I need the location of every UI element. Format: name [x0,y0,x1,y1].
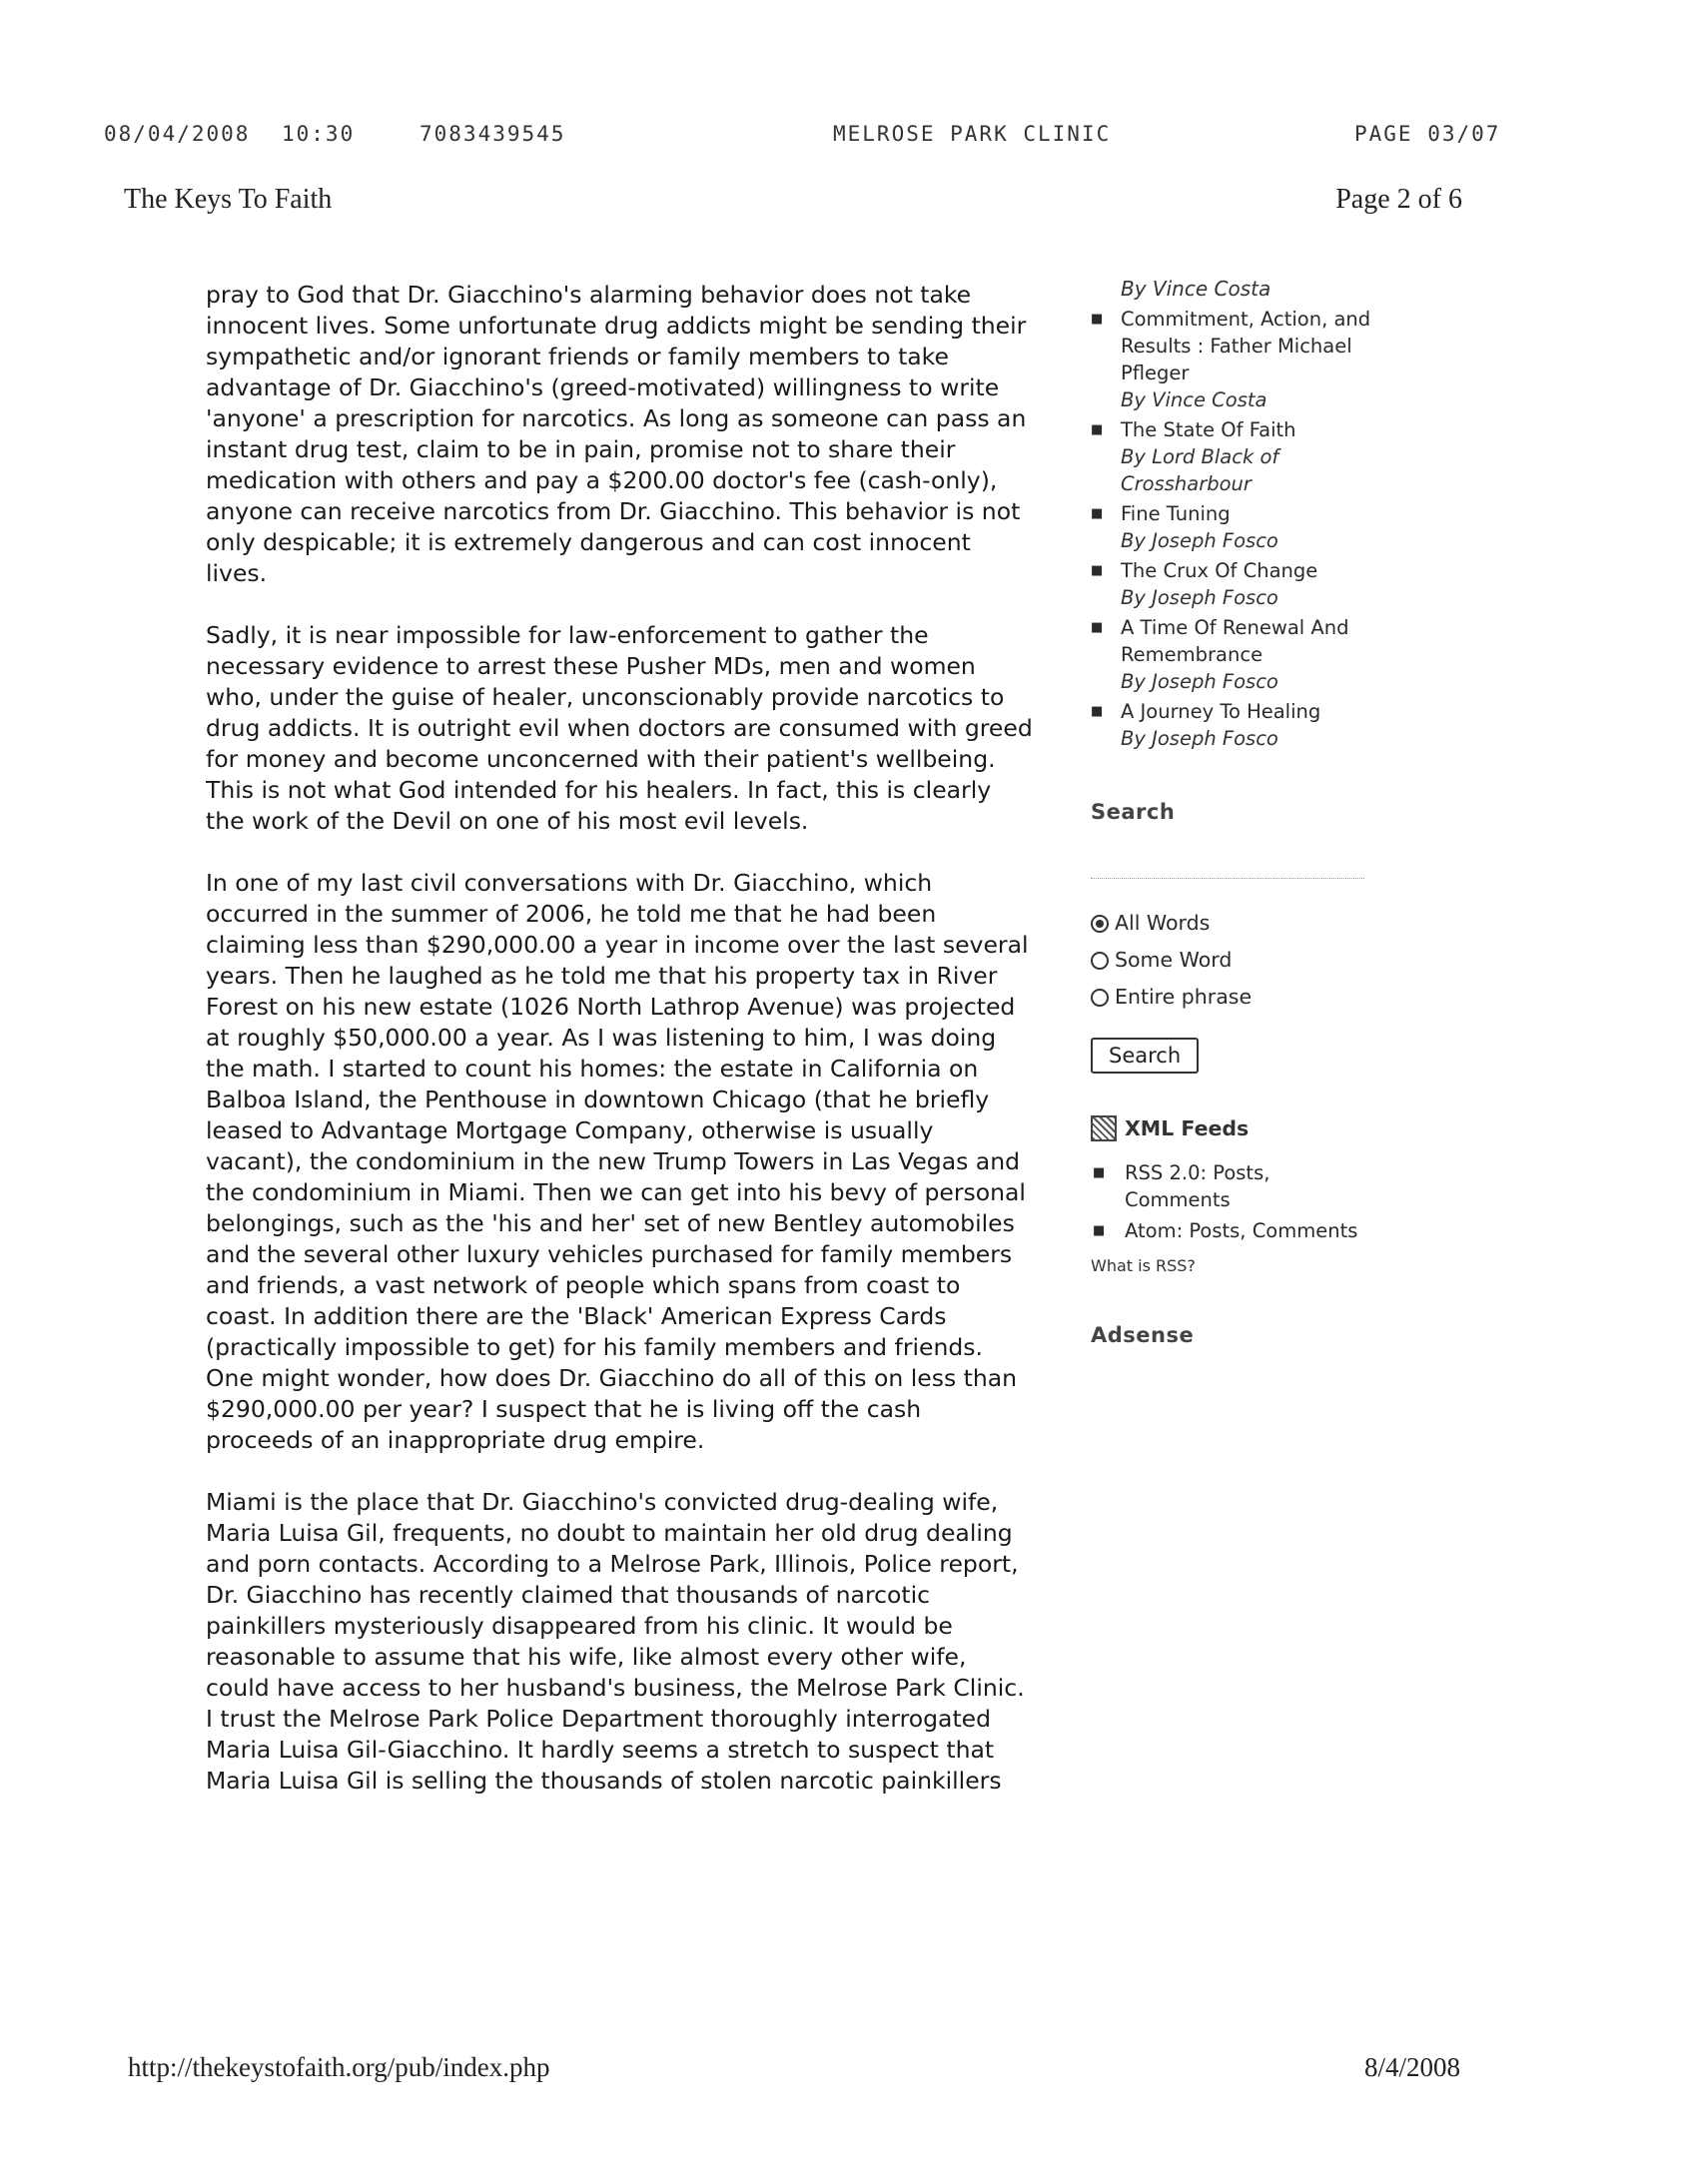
what-is-rss-link[interactable]: What is RSS? [1091,1256,1196,1275]
site-title: The Keys To Faith [124,184,333,215]
post-title-link[interactable]: A Time Of Renewal And Remembrance [1121,616,1349,666]
post-title-link[interactable]: A Journey To Healing [1121,700,1321,723]
search-button[interactable]: Search [1091,1038,1199,1074]
square-bullet-icon: ■ [1093,1223,1106,1238]
feed-item [1091,1159,1380,1213]
square-bullet-icon: ■ [1091,312,1104,327]
post-item [1091,614,1380,695]
radio-all-words[interactable] [1091,905,1380,942]
square-bullet-icon: ■ [1091,506,1104,521]
search-input[interactable] [1091,846,1364,879]
footer-url: http://thekeystofaith.org/pub/index.php [128,2052,550,2082]
post-author: By Joseph Fosco [1121,529,1278,552]
footer-date: 8/4/2008 [1363,2052,1460,2082]
recent-posts-list [1091,306,1380,752]
post-item [1091,500,1380,554]
post-title-link[interactable]: Fine Tuning [1121,502,1231,525]
square-bullet-icon: ■ [1091,620,1104,635]
post-author: By Vince Costa [1121,277,1271,301]
post-item [1091,698,1380,752]
radio-entire-phrase[interactable] [1091,979,1380,1016]
post-author: By Vince Costa [1121,388,1267,411]
radio-some-word[interactable] [1091,942,1380,979]
article-paragraph: In one of my last civil conversations with Dr. Giacchino, which occurred in the summer of 2006, he told me that he had been claiming less than $290,000.00 a year in income over the last several years. Then he laughed as he told me that his property tax in River Forest on his new estate (1026 North Lathrop Avenue) was projected at roughly $50,000.00 a year. As I was listening to him, I was doing the math. I started to count his homes: the estate in California on Balboa Island, the Penthouse in downtown Chicago (that he briefly leased to Advantage Mortgage Company, otherwise is usually vacant), the condominium in the new Trump Towers in Las Vegas and the condominium in Miami. Then we can get into his bevy of personal belongings, such as the 'his and her' set of new Bentley automobiles and the several other luxury vehicles purchased for family members and friends, a vast network of people which spans from coast to coast. In addition there are the 'Black' American Express Cards (practically impossible to get) for his family members and friends. One might wonder, how does Dr. Giacchino do all of this on less than $290,000.00 per year? I suspect that he is living off the cash proceeds of an inappropriate drug empire. [206,869,1029,1454]
post-title-link[interactable]: The State Of Faith [1121,418,1296,441]
sidebar [1091,276,1380,1347]
square-bullet-icon: ■ [1093,1165,1106,1180]
search-mode-options [1091,905,1380,1016]
feed-link[interactable]: RSS 2.0: Posts, Comments [1125,1161,1270,1211]
xml-feed-icon [1091,1115,1117,1141]
fax-page-count: PAGE 03/07 [1354,122,1501,146]
page-footer [128,2052,1460,2088]
article-paragraph: pray to God that Dr. Giacchino's alarming behavior does not take innocent lives. Some unfortunate drug addicts might be sending their sympathetic and/or ignorant friends or family members to take advantage of Dr. Giacchino's (greed-motivated) willingness to write 'anyone' a prescription for narcotics. As long as someone can pass an instant drug test, claim to be in pain, promise not to share their medication with others and pay a $200.00 doctor's fee (cash-only), anyone can receive narcotics from Dr. Giacchino. This behavior is not only despicable; it is extremely dangerous and can cost innocent lives. [206,281,1027,587]
post-item [1091,416,1380,497]
radio-unchecked-icon[interactable] [1091,989,1109,1007]
post-item [1091,306,1380,413]
post-title-link[interactable]: The Crux Of Change [1121,559,1318,582]
post-author: By Joseph Fosco [1121,670,1278,693]
fax-date: 08/04/2008 [104,122,251,146]
page-header [124,184,1462,224]
article-paragraph: Miami is the place that Dr. Giacchino's convicted drug-dealing wife, Maria Luisa Gil, frequents, no doubt to maintain her old drug dealing and porn contacts. According to a Melrose Park, Illinois, Police report, Dr. Giacchino has recently claimed that thousands of narcotic painkillers mysteriously disappeared from his clinic. It would be reasonable to assume that his wife, like almost every other wife, could have access to her husband's business, the Melrose Park Clinic. I trust the Melrose Park Police Department thoroughly interrogated Maria Luisa Gil-Giacchino. It hardly seems a stretch to suspect that Maria Luisa Gil is selling the thousands of stolen narcotic painkillers [206,1488,1025,1795]
post-title-link[interactable]: Commitment, Action, and Results : Father Michael Pfleger [1121,308,1371,384]
square-bullet-icon: ■ [1091,704,1104,719]
feed-link[interactable]: Atom: Posts, Comments [1125,1219,1358,1242]
post-author: By Joseph Fosco [1121,586,1278,609]
fax-phone-number: 7083439545 [420,122,566,146]
fax-sender: MELROSE PARK CLINIC [833,122,1112,146]
xml-feeds-heading [1091,1115,1380,1141]
radio-label: Entire phrase [1115,985,1253,1009]
radio-label: Some Word [1115,948,1233,972]
xml-feeds-label: XML Feeds [1125,1116,1250,1140]
post-item [1091,557,1380,611]
radio-checked-icon[interactable] [1091,915,1109,933]
feed-item [1091,1217,1380,1244]
page-number: Page 2 of 6 [1335,184,1462,215]
square-bullet-icon: ■ [1091,422,1104,437]
feed-list [1091,1159,1380,1244]
square-bullet-icon: ■ [1091,563,1104,578]
search-heading: Search [1091,800,1176,824]
article-paragraph: Sadly, it is near impossible for law-enforcement to gather the necessary evidence to arrest these Pusher MDs, men and women who, under the guise of healer, unconscionably provide narcotics to drug addicts. It is outright evil when doctors are consumed with greed for money and become unconcerned with their patient's wellbeing. This is not what God intended for his healers. In fact, this is clearly the work of the Devil on one of his most evil levels. [206,621,1033,835]
post-author: By Lord Black of Crossharbour [1121,445,1279,495]
fax-time: 10:30 [282,122,356,146]
adsense-heading: Adsense [1091,1323,1195,1347]
article-body [206,280,1035,1827]
post-author: By Joseph Fosco [1121,727,1278,750]
fax-header [104,122,1542,156]
radio-label: All Words [1115,911,1211,935]
radio-unchecked-icon[interactable] [1091,952,1109,970]
